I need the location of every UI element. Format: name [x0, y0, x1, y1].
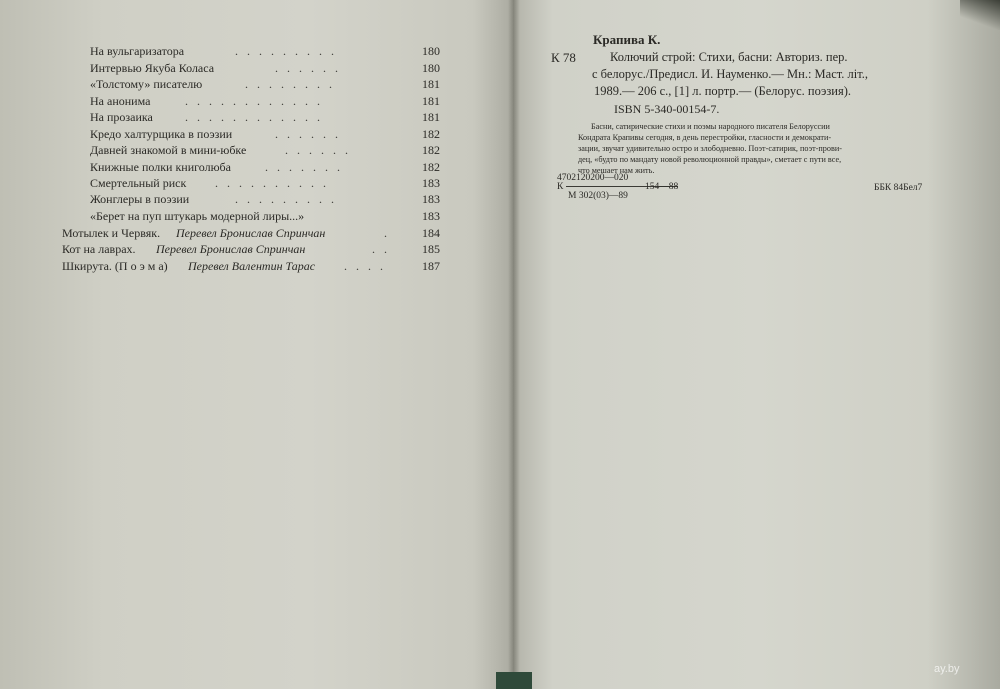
- toc-leader: ..........: [215, 176, 335, 190]
- toc-entry-title: Жонглеры в поэзии: [90, 192, 190, 206]
- annotation-line: зации, звучат удивительно остро и злободневно. Поэт-сатирик, поэт-прови-: [578, 144, 842, 153]
- annotation-line: Басни, сатирические стихи и поэмы народного писателя Белоруссии: [591, 122, 830, 131]
- catalog-author: Крапива К.: [593, 32, 661, 47]
- toc-leader: ............: [185, 94, 329, 108]
- toc-entry: [62, 225, 440, 241]
- book-gutter: [508, 0, 520, 689]
- annotation-line: что мешает нам жить.: [578, 166, 655, 175]
- toc-leader: ......: [275, 127, 347, 141]
- toc-leader: ......: [285, 143, 357, 157]
- toc-entry-title: Кредо халтурщика в поэзии: [90, 127, 233, 141]
- toc-entry-title: Кот на лаврах.: [62, 242, 136, 256]
- toc-entry: [90, 76, 440, 92]
- toc-entry: [90, 159, 440, 175]
- toc-leader: .: [384, 226, 396, 240]
- annotation-line: Кондрата Крапивы сегодня, в день перестройки, гласности и демократи-: [578, 133, 832, 142]
- toc-entry: [62, 258, 440, 274]
- catalog-title-line: Колючий строй: Стихи, басни: Авториз. пер.: [610, 50, 848, 64]
- toc-entry-title: «Толстому» писателю: [90, 77, 203, 91]
- toc-entry-page: 182: [422, 160, 440, 174]
- toc-entry-translator: Перевел Валентин Тарас: [188, 259, 316, 273]
- book-spine: [496, 672, 532, 689]
- toc-entry-page: 183: [422, 192, 440, 206]
- toc-entry-page: 181: [422, 77, 440, 91]
- toc-entry-title: На вульгаризатора: [90, 44, 185, 58]
- toc-entry: [90, 60, 440, 76]
- toc-entry-title: Смертельный риск: [90, 176, 187, 190]
- watermark-text: ay.by: [934, 663, 960, 675]
- catalog-bbk: ББК 84Бел7: [874, 183, 923, 193]
- toc-entry-title: Шкирута. (П о э м а): [62, 259, 168, 273]
- toc-entry: [90, 126, 440, 142]
- toc-entry-page: 181: [422, 94, 440, 108]
- toc-entry-title: На прозаика: [90, 110, 153, 124]
- catalog-code-top: 4702120200—020: [557, 173, 629, 183]
- toc-entry: [90, 93, 440, 109]
- catalog-index: К 78: [551, 50, 576, 65]
- toc-entry: [90, 43, 440, 59]
- toc-entry: [90, 191, 440, 207]
- toc-entry: [90, 142, 440, 158]
- toc-entry-title: Книжные полки книголюба: [90, 160, 231, 174]
- toc-leader: ......: [275, 61, 347, 75]
- toc-entry: [90, 208, 440, 224]
- toc-entry: [62, 241, 440, 257]
- toc-entry-page: 185: [422, 242, 440, 256]
- toc-entry-title: Мотылек и Червяк.: [62, 226, 161, 240]
- toc-leader: .........: [235, 192, 343, 206]
- catalog-code-bottom: М 302(03)—89: [568, 191, 628, 201]
- toc-entry: [90, 109, 440, 125]
- toc-entry-translator: Перевел Бронислав Спринчан: [176, 226, 326, 240]
- catalog-isbn: ISBN 5-340-00154-7.: [614, 102, 720, 116]
- catalog-title-line: с белорус./Предисл. И. Науменко.— Мн.: Маст. літ.,: [592, 67, 869, 81]
- toc-leader: ....: [344, 259, 392, 273]
- toc-entry: [90, 175, 440, 191]
- toc-entry-page: 183: [422, 209, 440, 223]
- toc-entry-title: На анонима: [90, 94, 151, 108]
- toc-entry-title: Интервью Якуба Коласа: [90, 61, 215, 75]
- toc-entry-page: 187: [422, 259, 440, 273]
- toc-leader: ........: [245, 77, 341, 91]
- toc-leader: .........: [235, 44, 343, 58]
- toc-leader: ..: [372, 242, 396, 256]
- toc-entry-page: 183: [422, 176, 440, 190]
- toc-entry-translator: Перевел Бронислав Спринчан: [156, 242, 306, 256]
- toc-entry-page: 180: [422, 61, 440, 75]
- toc-entry-page: 182: [422, 143, 440, 157]
- catalog-code-right: 154—88: [645, 182, 679, 192]
- right-page: [514, 0, 1000, 689]
- toc-leader: ............: [185, 110, 329, 124]
- toc-entry-page: 180: [422, 44, 440, 58]
- toc-entry-title: «Берет на пуп штукарь модерной лиры...»: [90, 209, 305, 223]
- catalog-code-k: К: [557, 182, 564, 192]
- catalog-title-line: 1989.— 206 с., [1] л. портр.— (Белорус. поэзия).: [594, 84, 852, 98]
- annotation-line: дец, «будто по мандату новой революционной правды», сметает с пути все,: [578, 155, 842, 164]
- toc-entry-page: 182: [422, 127, 440, 141]
- toc-entry-page: 181: [422, 110, 440, 124]
- toc-entry-title: Давней знакомой в мини-юбке: [90, 143, 247, 157]
- toc-entry-page: 184: [422, 226, 440, 240]
- cover-corner: [960, 0, 1000, 30]
- toc-leader: .......: [265, 160, 349, 174]
